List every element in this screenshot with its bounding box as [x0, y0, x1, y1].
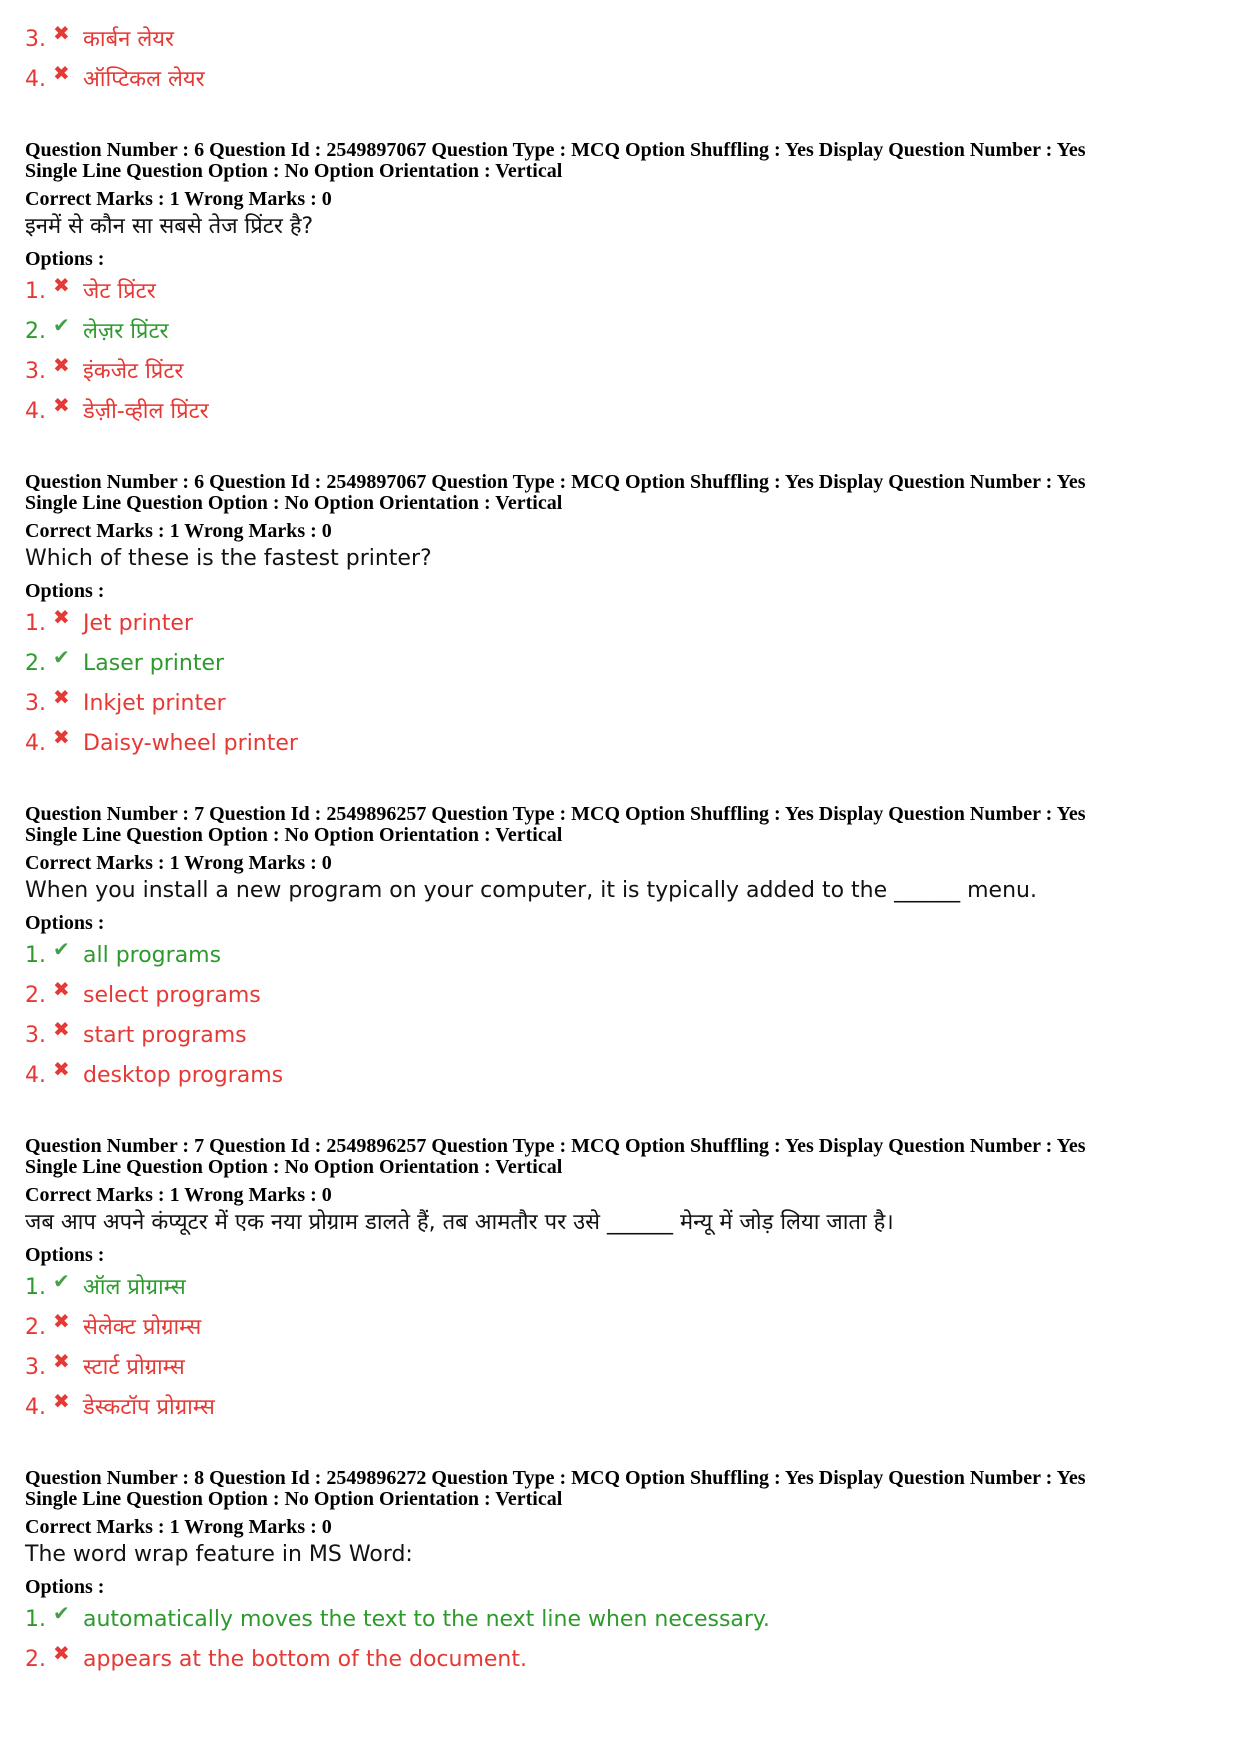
cross-icon: ✖: [53, 61, 70, 85]
check-icon: ✔: [53, 1269, 70, 1293]
option-number: 2.: [25, 1315, 46, 1340]
option-text: select programs: [83, 983, 261, 1008]
option-number: 4.: [25, 399, 46, 424]
question-meta-line2: Single Line Question Option : No Option Orientation : Vertical: [25, 1156, 563, 1178]
option-number: 1.: [25, 611, 46, 636]
option-number: 4.: [25, 731, 46, 756]
option-row: [25, 1390, 1215, 1430]
option-row: [25, 274, 1215, 314]
option-row: [25, 1602, 1215, 1642]
option-row: [25, 394, 1215, 434]
question-block: [25, 804, 1215, 1098]
option-row: [25, 62, 1215, 102]
option-number: 1.: [25, 1607, 46, 1632]
option-text: Jet printer: [83, 611, 193, 636]
option-text: कार्बन लेयर: [83, 27, 175, 52]
option-row: [25, 1310, 1215, 1350]
question-text: When you install a new program on your computer, it is typically added to the ______ menu.: [25, 878, 1037, 903]
options-label: Options :: [25, 912, 105, 934]
option-text: इंकजेट प्रिंटर: [83, 359, 184, 384]
cross-icon: ✖: [53, 725, 70, 749]
option-text: लेज़र प्रिंटर: [83, 319, 169, 344]
cross-icon: ✖: [53, 353, 70, 377]
option-row: [25, 354, 1215, 394]
cross-icon: ✖: [53, 605, 70, 629]
prev-question-options: [25, 22, 1215, 102]
option-number: 1.: [25, 943, 46, 968]
option-text: डेस्कटॉप प्रोग्राम्स: [83, 1395, 215, 1420]
question-meta-line2: Single Line Question Option : No Option Orientation : Vertical: [25, 160, 563, 182]
option-row: [25, 726, 1215, 766]
option-text: Daisy-wheel printer: [83, 731, 298, 756]
cross-icon: ✖: [53, 1017, 70, 1041]
question-marks: Correct Marks : 1 Wrong Marks : 0: [25, 520, 332, 542]
question-meta-line2: Single Line Question Option : No Option Orientation : Vertical: [25, 824, 563, 846]
option-number: 3.: [25, 359, 46, 384]
option-text: Laser printer: [83, 651, 225, 676]
option-row: [25, 314, 1215, 354]
cross-icon: ✖: [53, 1309, 70, 1333]
question-paper: [25, 22, 1215, 1682]
question-meta: Question Number : 8 Question Id : 2549896272 Question Type : MCQ Option Shuffling : Yes Display Question Number : Yes: [25, 1467, 1086, 1489]
cross-icon: ✖: [53, 1349, 70, 1373]
options-label: Options :: [25, 1244, 105, 1266]
question-marks: Correct Marks : 1 Wrong Marks : 0: [25, 852, 332, 874]
question-meta: Question Number : 6 Question Id : 2549897067 Question Type : MCQ Option Shuffling : Yes Display Question Number : Yes: [25, 471, 1086, 493]
option-text: ऑल प्रोग्राम्स: [83, 1275, 186, 1300]
question-meta: Question Number : 6 Question Id : 2549897067 Question Type : MCQ Option Shuffling : Yes Display Question Number : Yes: [25, 139, 1086, 161]
check-icon: ✔: [53, 645, 70, 669]
option-text: सेलेक्ट प्रोग्राम्स: [83, 1315, 202, 1340]
option-row: [25, 938, 1215, 978]
option-row: [25, 1058, 1215, 1098]
option-text: appears at the bottom of the document.: [83, 1647, 527, 1672]
question-meta: Question Number : 7 Question Id : 2549896257 Question Type : MCQ Option Shuffling : Yes Display Question Number : Yes: [25, 1135, 1086, 1157]
option-text: जेट प्रिंटर: [83, 279, 156, 304]
question-meta-line2: Single Line Question Option : No Option Orientation : Vertical: [25, 492, 563, 514]
options-label: Options :: [25, 1576, 105, 1598]
question-marks: Correct Marks : 1 Wrong Marks : 0: [25, 1184, 332, 1206]
check-icon: ✔: [53, 313, 70, 337]
question-marks: Correct Marks : 1 Wrong Marks : 0: [25, 1516, 332, 1538]
cross-icon: ✖: [53, 1057, 70, 1081]
check-icon: ✔: [53, 1601, 70, 1625]
option-number: 3.: [25, 691, 46, 716]
question-meta: Question Number : 7 Question Id : 2549896257 Question Type : MCQ Option Shuffling : Yes Display Question Number : Yes: [25, 803, 1086, 825]
option-text: स्टार्ट प्रोग्राम्स: [83, 1355, 185, 1380]
option-number: 4.: [25, 1395, 46, 1420]
cross-icon: ✖: [53, 273, 70, 297]
option-number: 2.: [25, 983, 46, 1008]
cross-icon: ✖: [53, 685, 70, 709]
option-row: [25, 646, 1215, 686]
option-number: 2.: [25, 651, 46, 676]
option-number: 1.: [25, 1275, 46, 1300]
option-number: 3.: [25, 1355, 46, 1380]
cross-icon: ✖: [53, 977, 70, 1001]
option-number: 3.: [25, 27, 46, 52]
question-block: [25, 1468, 1215, 1682]
option-number: 4.: [25, 67, 46, 92]
question-block: [25, 472, 1215, 766]
option-text: automatically moves the text to the next line when necessary.: [83, 1607, 770, 1632]
question-text: जब आप अपने कंप्यूटर में एक नया प्रोग्राम डालते हैं, तब आमतौर पर उसे ______ मेन्यू में जोड़ लिया जाता है।: [25, 1210, 894, 1235]
question-text: Which of these is the fastest printer?: [25, 546, 432, 571]
option-number: 3.: [25, 1023, 46, 1048]
option-number: 2.: [25, 1647, 46, 1672]
option-row: [25, 978, 1215, 1018]
option-text: desktop programs: [83, 1063, 284, 1088]
option-text: डेज़ी-व्हील प्रिंटर: [83, 399, 209, 424]
option-row: [25, 1350, 1215, 1390]
option-row: [25, 1270, 1215, 1310]
question-marks: Correct Marks : 1 Wrong Marks : 0: [25, 188, 332, 210]
cross-icon: ✖: [53, 1389, 70, 1413]
question-meta-line2: Single Line Question Option : No Option Orientation : Vertical: [25, 1488, 563, 1510]
option-row: [25, 22, 1215, 62]
option-text: ऑप्टिकल लेयर: [83, 67, 205, 92]
question-block: [25, 140, 1215, 434]
cross-icon: ✖: [53, 21, 70, 45]
option-text: Inkjet printer: [83, 691, 226, 716]
option-row: [25, 1642, 1215, 1682]
option-text: start programs: [83, 1023, 247, 1048]
question-block: [25, 1136, 1215, 1430]
options-label: Options :: [25, 248, 105, 270]
option-row: [25, 606, 1215, 646]
option-text: all programs: [83, 943, 222, 968]
options-label: Options :: [25, 580, 105, 602]
check-icon: ✔: [53, 937, 70, 961]
option-number: 1.: [25, 279, 46, 304]
option-number: 2.: [25, 319, 46, 344]
option-row: [25, 1018, 1215, 1058]
cross-icon: ✖: [53, 393, 70, 417]
option-number: 4.: [25, 1063, 46, 1088]
option-row: [25, 686, 1215, 726]
question-text: इनमें से कौन सा सबसे तेज प्रिंटर है?: [25, 214, 314, 239]
cross-icon: ✖: [53, 1641, 70, 1665]
question-text: The word wrap feature in MS Word:: [25, 1542, 413, 1567]
